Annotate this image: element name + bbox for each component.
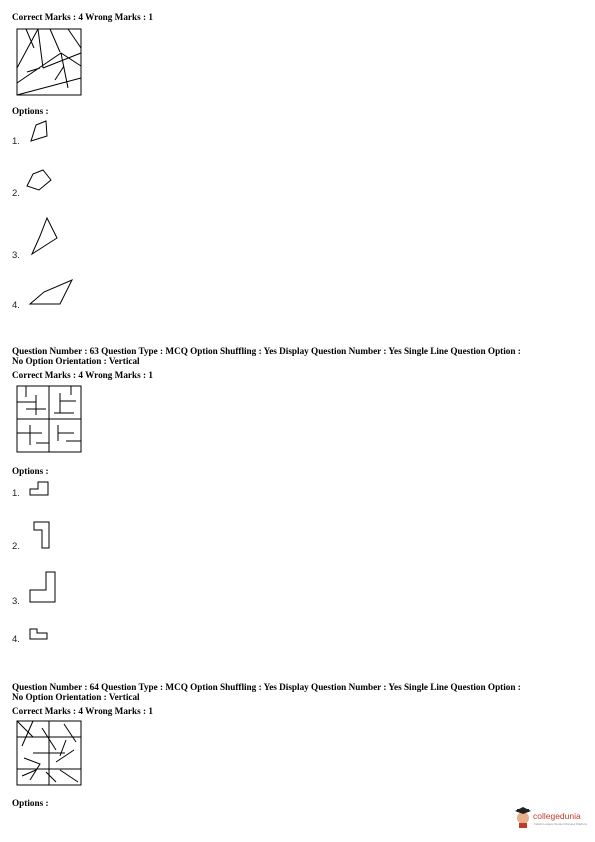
graduate-avatar-icon [514, 806, 532, 828]
q62-marks: Correct Marks : 4 Wrong Marks : 1 [12, 12, 153, 22]
q62-option-2-shape[interactable] [25, 168, 55, 194]
q64-marks: Correct Marks : 4 Wrong Marks : 1 [12, 706, 153, 716]
brand-tagline: India's Largest Student Review Platform [534, 822, 588, 826]
q63-option-2-shape[interactable] [32, 520, 52, 552]
q63-header-line-2: No Option Orientation : Vertical [12, 356, 140, 366]
q64-header-line-1: Question Number : 64 Question Type : MCQ Option Shuffling : Yes Display Question Number : Yes Single Line Question Option : [12, 682, 521, 692]
q62-option-1-shape[interactable] [28, 118, 50, 144]
q63-option-number-2: 2. [12, 541, 20, 552]
q63-option-number-1: 1. [12, 488, 20, 499]
q63-option-number-4: 4. [12, 634, 20, 645]
q63-option-3-shape[interactable] [29, 570, 59, 606]
q63-question-figure [16, 385, 84, 457]
q63-header-line-1: Question Number : 63 Question Type : MCQ Option Shuffling : Yes Display Question Number : Yes Single Line Question Option : [12, 346, 521, 356]
q62-option-number-3: 3. [12, 250, 20, 261]
q62-option-4-shape[interactable] [28, 278, 76, 308]
q64-header-line-2: No Option Orientation : Vertical [12, 692, 140, 702]
q63-marks: Correct Marks : 4 Wrong Marks : 1 [12, 370, 153, 380]
q62-question-figure [16, 28, 84, 98]
collegedunia-logo [514, 806, 592, 832]
q63-option-1-shape[interactable] [29, 480, 51, 498]
q62-option-number-1: 1. [12, 136, 20, 147]
q62-option-number-4: 4. [12, 300, 20, 311]
q62-option-3-shape[interactable] [30, 214, 60, 258]
q64-question-figure [16, 720, 84, 790]
q63-option-4-shape[interactable] [28, 626, 50, 642]
q64-options-label: Options : [12, 798, 49, 808]
brand-name: collegedunia [533, 811, 581, 821]
q62-options-label: Options : [12, 106, 49, 116]
q63-option-number-3: 3. [12, 596, 20, 607]
q62-option-number-2: 2. [12, 188, 20, 199]
q63-options-label: Options : [12, 466, 49, 476]
